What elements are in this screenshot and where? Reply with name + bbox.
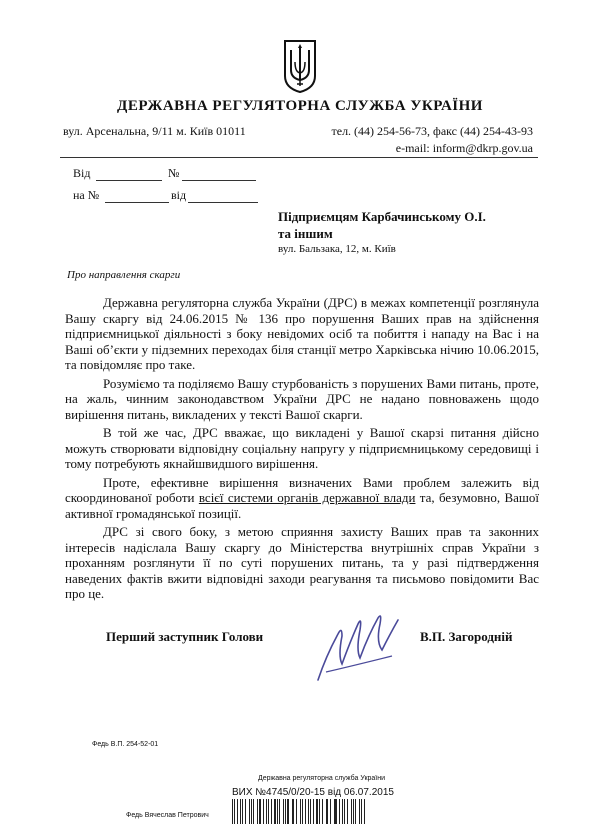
letter-subject: Про направлення скарги xyxy=(67,269,181,281)
barcode-bar xyxy=(319,799,320,824)
barcode-bar xyxy=(237,799,238,824)
barcode-bar xyxy=(310,799,311,824)
barcode-bar xyxy=(279,799,280,824)
barcode-bar xyxy=(327,799,328,824)
barcode-bar xyxy=(302,799,303,824)
org-phones: тел. (44) 254-56-73, факс (44) 254-43-93 xyxy=(331,124,533,138)
barcode-bar xyxy=(364,799,365,824)
barcode-bar xyxy=(342,799,343,824)
barcode-bar xyxy=(308,799,309,824)
outgoing-date-line xyxy=(96,180,162,181)
body-text-segment: Проте, ефективне вирішення визначених Вами проблем залежить від скоординованої роботи xyxy=(65,474,539,505)
barcode-bar xyxy=(263,799,264,824)
body-paragraph: Державна регуляторна служба України (ДРС) в межах компетенції розглянула Вашу скаргу від 24.06.2015 № 136 про порушення Ваших прав на здійснення підприємницької діяльності з боку невідомих осіб та побиття і нападу на Вас і на Ваші об’єкти у підземних переходах біля станції метро Харківська нічию 10.06.2015, та повідомляє про таке. xyxy=(65,295,539,372)
barcode-bar xyxy=(355,799,356,824)
barcode-bar xyxy=(277,799,278,824)
barcode-bar xyxy=(305,799,306,824)
barcode-bar xyxy=(330,799,331,824)
barcode-bar xyxy=(251,799,252,824)
barcode xyxy=(232,799,368,824)
barcode-bar xyxy=(292,799,293,824)
barcode-bar xyxy=(253,799,254,824)
barcode-bar xyxy=(257,799,258,824)
on-number-label: на № xyxy=(73,188,100,202)
barcode-bar xyxy=(344,799,345,824)
barcode-bar xyxy=(296,799,298,824)
barcode-bar xyxy=(271,799,272,824)
outgoing-ref-row xyxy=(73,166,90,181)
barcode-bar xyxy=(322,799,323,824)
barcode-bar xyxy=(361,799,362,824)
outgoing-number-line xyxy=(182,180,256,181)
stamp-employee: Федь Вячеслав Петрович xyxy=(126,812,209,819)
barcode-bar xyxy=(300,799,301,824)
recipient-address: вул. Бальзака, 12, м. Київ xyxy=(278,243,396,255)
incoming-number-line xyxy=(105,202,169,203)
barcode-bar xyxy=(339,799,340,824)
barcode-bar xyxy=(245,799,246,824)
dated-label: від xyxy=(171,188,187,202)
barcode-bar xyxy=(240,799,241,824)
barcode-bar xyxy=(268,799,269,824)
body-paragraph: Розуміємо та поділяємо Вашу стурбованість з порушених Вами питань, проте, на жаль, чинним законодавством України ДРС не надано повноважень щодо вирішення питань, викладених у тексті Вашої скарги. xyxy=(65,375,539,422)
barcode-bar xyxy=(316,799,318,824)
coat-of-arms-icon xyxy=(282,38,318,94)
letter-body xyxy=(65,295,539,605)
barcode-bar xyxy=(266,799,267,824)
barcode-bar xyxy=(347,799,348,824)
barcode-bar xyxy=(353,799,354,824)
from-label: Від xyxy=(73,166,91,180)
barcode-bar xyxy=(326,799,327,824)
barcode-bar xyxy=(232,799,233,824)
body-paragraph: ДРС зі свого боку, з метою сприяння захисту Ваших прав та законних інтересів надіслала Вашу скаргу до Міністерства внутрішніх справ України з проханням розглянути її по суті порушених питань, та у разі підтвердження наведених фактів вжити відповідні заходи реагування та письмово повідомити Вас про це. xyxy=(65,524,539,601)
barcode-bar xyxy=(234,799,235,824)
barcode-bar xyxy=(334,799,335,824)
barcode-bar xyxy=(293,799,294,824)
recipient-others: та іншим xyxy=(278,226,333,241)
number-label: № xyxy=(168,166,180,180)
body-paragraph xyxy=(65,475,539,522)
org-email: e-mail: inform@dkrp.gov.ua xyxy=(395,141,533,155)
org-address: вул. Арсенальна, 9/11 м. Київ 01011 xyxy=(63,124,246,138)
header-divider xyxy=(60,157,538,158)
barcode-bar xyxy=(287,799,288,824)
barcode-bar xyxy=(335,799,337,824)
body-text-segment: та, безумовно, Вашої активної громадянської позиції. xyxy=(65,490,540,521)
barcode-bar xyxy=(359,799,361,824)
barcode-bar xyxy=(259,799,261,824)
signatory-name: В.П. Загородній xyxy=(420,629,513,644)
outgoing-registration-number: ВИХ №4745/0/20-15 від 06.07.2015 xyxy=(232,787,394,798)
barcode-bar xyxy=(249,799,250,824)
barcode-bar xyxy=(242,799,244,824)
recipient-block xyxy=(278,208,486,242)
barcode-bar xyxy=(274,799,276,824)
org-name: ДЕРЖАВНА РЕГУЛЯТОРНА СЛУЖБА УКРАЇНИ xyxy=(117,98,483,114)
signatory-title: Перший заступник Голови xyxy=(106,629,264,644)
barcode-bar xyxy=(285,799,286,824)
underlined-phrase: всієї системи органів державної влади xyxy=(198,490,416,505)
incoming-date-line xyxy=(188,202,258,203)
body-paragraph: В той же час, ДРС вважає, що викладені у Вашої скарзі питання дійсно можуть створювати відповідну соціальну напругу у підприємницькому середовищі і тому потребують якнайшвидшого вирішення. xyxy=(65,425,539,471)
recipient-name: Підприємцям Карбачинському О.І. xyxy=(278,209,486,224)
barcode-bar xyxy=(283,799,284,824)
executor-info: Федь В.П. 254-52-01 xyxy=(92,741,159,748)
barcode-bar xyxy=(313,799,314,824)
handwritten-signature xyxy=(312,606,404,688)
barcode-bar xyxy=(351,799,352,824)
stamp-org: Державна регуляторна служба України xyxy=(258,775,386,782)
